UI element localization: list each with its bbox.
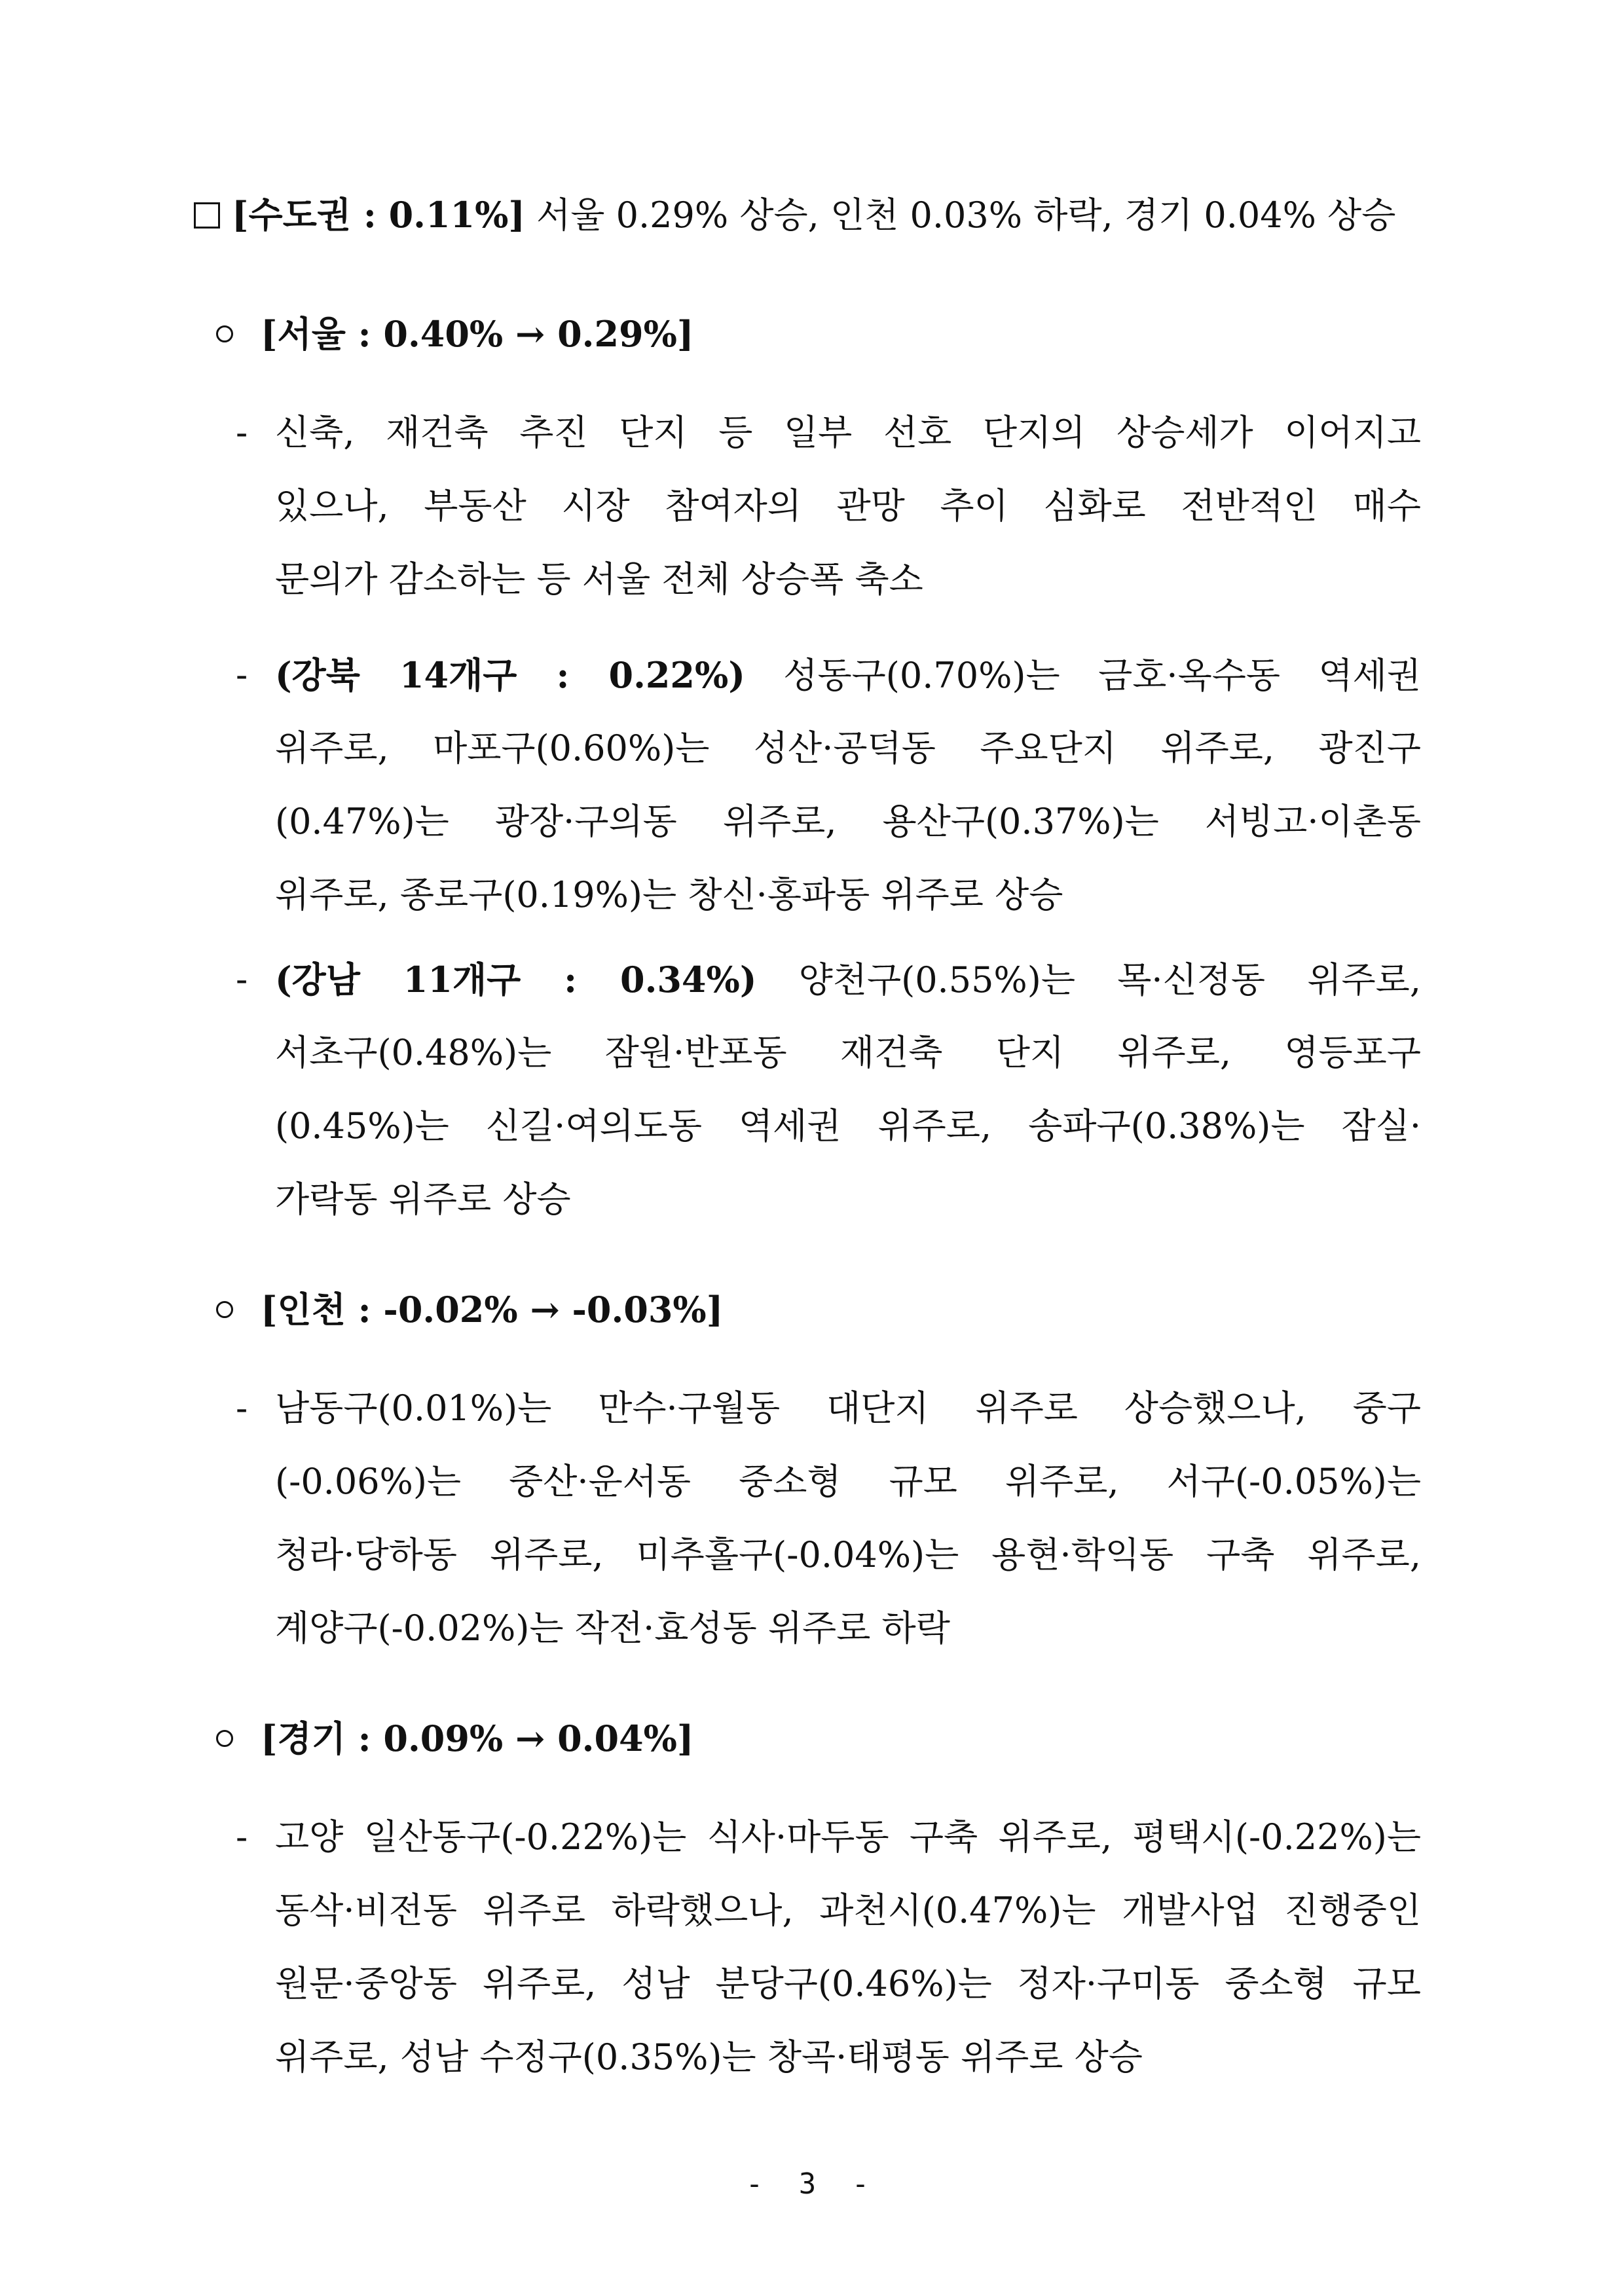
paragraph-line: (0.47%)는 광장·구의동 위주로, 용산구(0.37%)는 서빙고·이촌동 xyxy=(275,801,1421,842)
paragraph-line: 신축, 재건축 추진 단지 등 일부 선호 단지의 상승세가 이어지고 xyxy=(275,412,1421,453)
section-heading xyxy=(194,189,1395,242)
paragraph-gangnam xyxy=(236,943,1421,1236)
subheading-label: [인천 : -0.02% → -0.03%] xyxy=(261,1289,724,1331)
paragraph-line xyxy=(275,638,1421,712)
paragraph-line: 서초구(0.48%)는 잠원·반포동 재건축 단지 위주로, 영등포구 xyxy=(275,1032,1421,1073)
dash-bullet: - xyxy=(236,1816,248,1858)
paragraph-gyeonggi xyxy=(236,1801,1421,2094)
paragraph-line: 위주로, 성남 수정구(0.35%)는 창곡·태평동 위주로 상승 xyxy=(275,2036,1143,2078)
paragraph-gangbuk xyxy=(236,638,1421,932)
subheading-seoul xyxy=(216,308,693,361)
paragraph-line: 문의가 감소하는 등 서울 전체 상승폭 축소 xyxy=(275,559,923,600)
dash-bullet: - xyxy=(236,654,248,695)
paragraph-line: 동삭·비전동 위주로 하락했으나, 과천시(0.47%)는 개발사업 진행중인 xyxy=(275,1890,1421,1931)
paragraph-line: 가락동 위주로 상승 xyxy=(275,1179,571,1220)
checkbox-square-icon xyxy=(194,202,220,229)
paragraph-line xyxy=(275,943,1421,1016)
circle-bullet-icon xyxy=(216,325,233,342)
dash-bullet: - xyxy=(236,1387,248,1429)
subheading-label: [서울 : 0.40% → 0.29%] xyxy=(261,313,694,355)
paragraph-line-text: 양천구(0.55%)는 목·신정동 위주로, xyxy=(756,959,1421,1001)
paragraph-line: (-0.06%)는 중산·운서동 중소형 규모 위주로, 서구(-0.05%)는 xyxy=(275,1461,1421,1502)
circle-bullet-icon xyxy=(216,1301,233,1318)
paragraph-line: 있으나, 부동산 시장 참여자의 관망 추이 심화로 전반적인 매수 xyxy=(275,485,1421,526)
heading-tag: [수도권 : 0.11%] xyxy=(232,194,525,236)
subheading-gyeonggi xyxy=(216,1712,693,1765)
paragraph-line: (0.45%)는 신길·여의도동 역세권 위주로, 송파구(0.38%)는 잠실· xyxy=(275,1105,1421,1147)
paragraph-seoul-overview xyxy=(236,396,1421,616)
heading-text: 서울 0.29% 상승, 인천 0.03% 하락, 경기 0.04% 상승 xyxy=(525,194,1396,236)
paragraph-line: 계양구(-0.02%)는 작전·효성동 위주로 하락 xyxy=(275,1607,950,1649)
paragraph-line: 원문·중앙동 위주로, 성남 분당구(0.46%)는 정자·구미동 중소형 규모 xyxy=(275,1963,1421,2004)
subheading-label: [경기 : 0.09% → 0.04%] xyxy=(261,1717,694,1759)
paragraph-line: 위주로, 종로구(0.19%)는 창신·홍파동 위주로 상승 xyxy=(275,874,1063,915)
paragraph-incheon xyxy=(236,1372,1421,1665)
paragraph-lead: (강남 11개구 : 0.34%) xyxy=(275,959,757,1001)
paragraph-lead: (강북 14개구 : 0.22%) xyxy=(275,654,745,696)
dash-bullet: - xyxy=(236,412,248,453)
subheading-incheon xyxy=(216,1283,723,1336)
paragraph-line-text: 성동구(0.70%)는 금호·옥수동 역세권 xyxy=(745,655,1421,696)
dash-bullet: - xyxy=(236,959,248,1000)
circle-bullet-icon xyxy=(216,1730,233,1747)
paragraph-line: 청라·당하동 위주로, 미추홀구(-0.04%)는 용현·학익동 구축 위주로, xyxy=(275,1534,1421,1575)
paragraph-line: 남동구(0.01%)는 만수·구월동 대단지 위주로 상승했으나, 중구 xyxy=(275,1387,1421,1429)
paragraph-line: 고양 일산동구(-0.22%)는 식사·마두동 구축 위주로, 평택시(-0.22%)는 xyxy=(275,1816,1421,1858)
paragraph-line: 위주로, 마포구(0.60%)는 성산·공덕동 주요단지 위주로, 광진구 xyxy=(275,727,1421,769)
page-number: - 3 - xyxy=(745,2167,879,2201)
